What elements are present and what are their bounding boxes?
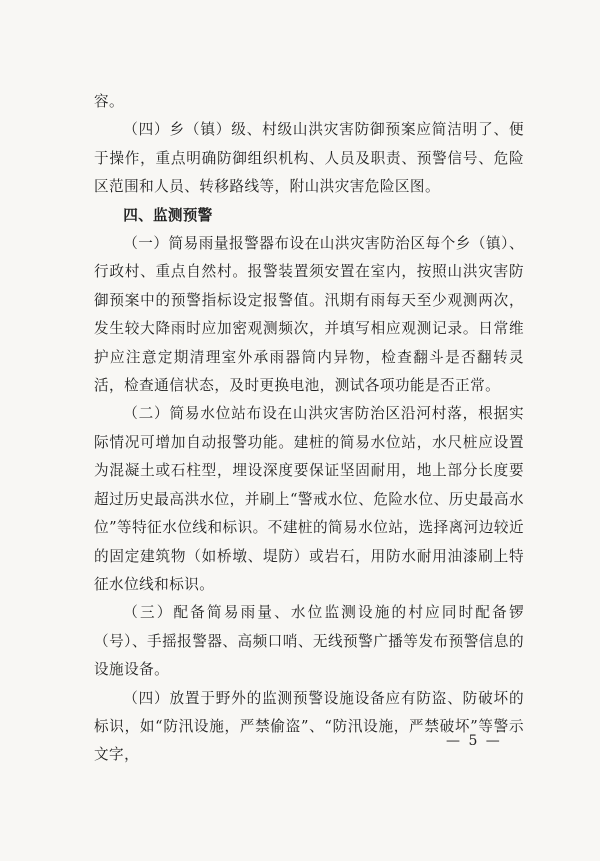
document-body bbox=[94, 88, 524, 770]
paragraph-item-2-water-level: （二）简易水位站布设在山洪灾害防治区沿河村落，根据实际情况可增加自动报警功能。建桩的简易水位站，水尺桩应设置为混凝土或石柱型，埋设深度要保证坚固耐用，地上部分长度要超过历史最高洪水位，并刷上“警戒水位、危险水位、历史最高水位”等特征水位线和标识。不建桩的简易水位站，选择离河边较近的固定建筑物（如桥墩、堤防）或岩石，用防水耐用油漆刷上特征水位线和标识。 bbox=[94, 405, 524, 593]
paragraph-item-4-field-facilities: （四）放置于野外的监测预警设施设备应有防盗、防破坏的标识，如“防汛设施，严禁偷盗”、“防汛设施，严禁破坏”等警示文字， bbox=[94, 689, 524, 764]
paragraph-item-3-equipment: （三）配备简易雨量、水位监测设施的村应同时配备锣（号）、手摇报警器、高频口哨、无线预警广播等发布预警信息的设施设备。 bbox=[94, 604, 524, 679]
paragraph-item-1-rain-gauge: （一）简易雨量报警器布设在山洪灾害防治区每个乡（镇）、行政村、重点自然村。报警装置须安置在室内，按照山洪灾害防御预案中的预警指标设定报警值。汛期有雨每天至少观测两次，发生较大降雨时应加密观测频次，并填写相应观测记录。日常维护应注意定期清理室外承雨器筒内异物，检查翻斗是否翻转灵活，检查通信状态，及时更换电池，测试各项功能是否正常。 bbox=[94, 235, 524, 395]
section-heading-monitoring-warning: 四、监测预警 bbox=[123, 206, 213, 224]
paragraph-item-4-plan: （四）乡（镇）级、村级山洪灾害防御预案应简洁明了、便于操作，重点明确防御组织机构、人员及职责、预警信号、危险区范围和人员、转移路线等，附山洪灾害危险区图。 bbox=[94, 121, 524, 196]
page-number: — 5 — bbox=[446, 733, 502, 749]
paragraph-continuation: 容。 bbox=[94, 93, 125, 110]
